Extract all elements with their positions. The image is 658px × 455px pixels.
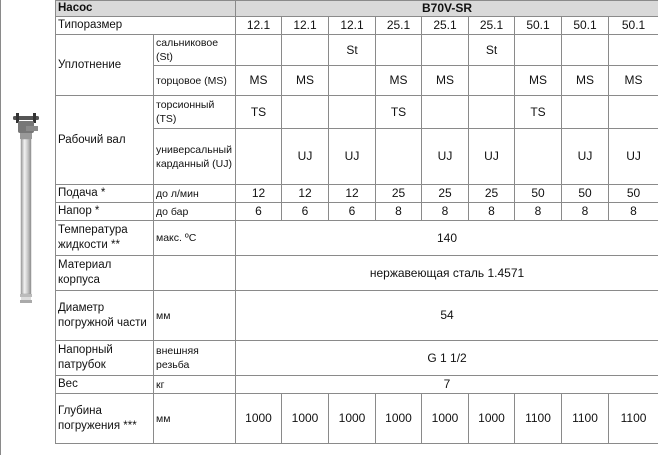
flow-value: 25: [376, 185, 422, 203]
shaft-universal-value: UJ: [329, 129, 376, 185]
material-unit: [154, 256, 236, 291]
flow-value: 12: [236, 185, 282, 203]
seal-gland-value: [236, 35, 282, 66]
shaft-universal-value: [236, 129, 282, 185]
material-row: [56, 256, 658, 291]
seal-gland-value: [422, 35, 469, 66]
flow-unit: до л/мин: [154, 185, 236, 203]
pressure-row: [56, 203, 658, 221]
depth-unit: мм: [154, 394, 236, 444]
flow-value: 25: [422, 185, 469, 203]
weight-value: 7: [236, 376, 658, 394]
depth-value: 1000: [282, 394, 329, 444]
depth-value: 1100: [609, 394, 658, 444]
diameter-row: [56, 291, 658, 341]
seal-label: Уплотнение: [56, 35, 154, 96]
depth-value: 1100: [515, 394, 562, 444]
shaft-torsion-value: [329, 96, 376, 129]
diameter-unit: мм: [154, 291, 236, 341]
flow-value: 12: [329, 185, 376, 203]
size-value: 50.1: [609, 17, 658, 35]
shaft-torsion-value: [469, 96, 515, 129]
weight-row: [56, 376, 658, 394]
shaft-universal-value: [515, 129, 562, 185]
seal-mechanical-value: [469, 66, 515, 96]
outlet-label: Напорный патрубок: [56, 341, 154, 376]
pressure-value: 8: [609, 203, 658, 221]
size-value: 25.1: [376, 17, 422, 35]
header-row: [56, 1, 658, 17]
pressure-value: 8: [562, 203, 609, 221]
flow-value: 50: [609, 185, 658, 203]
pressure-value: 8: [515, 203, 562, 221]
pressure-label: Напор *: [56, 203, 154, 221]
seal-gland-value: [282, 35, 329, 66]
shaft-torsion-value: [562, 96, 609, 129]
weight-label: Вес: [56, 376, 154, 394]
seal-mechanical-value: MS: [282, 66, 329, 96]
seal-gland-value: [562, 35, 609, 66]
outlet-value: G 1 1/2: [236, 341, 658, 376]
seal-gland-row: [56, 35, 658, 66]
shaft-torsion-value: [609, 96, 658, 129]
pump-label: Насос: [56, 1, 236, 17]
shaft-universal-value: UJ: [469, 129, 515, 185]
seal-gland-value: St: [469, 35, 515, 66]
shaft-torsion-row: [56, 96, 658, 129]
temperature-row: [56, 221, 658, 256]
seal-mechanical-value: MS: [515, 66, 562, 96]
pressure-value: 8: [469, 203, 515, 221]
pressure-value: 6: [329, 203, 376, 221]
seal-mechanical-value: MS: [422, 66, 469, 96]
flow-value: 25: [469, 185, 515, 203]
pressure-value: 8: [422, 203, 469, 221]
depth-value: 1100: [562, 394, 609, 444]
seal-mechanical-value: MS: [609, 66, 658, 96]
flow-value: 50: [515, 185, 562, 203]
flow-value: 12: [282, 185, 329, 203]
shaft-universal-value: UJ: [562, 129, 609, 185]
diameter-value: 54: [236, 291, 658, 341]
shaft-label: Рабочий вал: [56, 96, 154, 185]
seal-mechanical-label: торцовое (MS): [154, 66, 236, 96]
spec-table: [55, 0, 658, 444]
shaft-universal-label: универсальный карданный (UJ): [154, 129, 236, 185]
size-value: 12.1: [329, 17, 376, 35]
depth-value: 1000: [422, 394, 469, 444]
shaft-universal-value: UJ: [422, 129, 469, 185]
shaft-torsion-value: [422, 96, 469, 129]
diameter-label: Диаметр погружной части: [56, 291, 154, 341]
depth-label: Глубина погружения ***: [56, 394, 154, 444]
pressure-value: 8: [376, 203, 422, 221]
weight-unit: кг: [154, 376, 236, 394]
temperature-value: 140: [236, 221, 658, 256]
seal-gland-value: [376, 35, 422, 66]
shaft-torsion-value: TS: [376, 96, 422, 129]
depth-value: 1000: [329, 394, 376, 444]
depth-value: 1000: [376, 394, 422, 444]
seal-gland-value: St: [329, 35, 376, 66]
pressure-unit: до бар: [154, 203, 236, 221]
temperature-label: Температура жидкости **: [56, 221, 154, 256]
size-label: Типоразмер: [56, 17, 236, 35]
seal-gland-value: [609, 35, 658, 66]
pressure-value: 6: [236, 203, 282, 221]
shaft-torsion-value: TS: [236, 96, 282, 129]
outlet-row: [56, 341, 658, 376]
size-value: 50.1: [515, 17, 562, 35]
size-value: 12.1: [236, 17, 282, 35]
depth-row: [56, 394, 658, 444]
temperature-unit: макс. ºC: [154, 221, 236, 256]
pump-image: [0, 0, 55, 455]
outlet-unit: внешняя резьба: [154, 341, 236, 376]
seal-mechanical-value: MS: [236, 66, 282, 96]
size-value: 25.1: [422, 17, 469, 35]
seal-mechanical-value: MS: [376, 66, 422, 96]
shaft-torsion-value: TS: [515, 96, 562, 129]
material-label: Материал корпуса: [56, 256, 154, 291]
depth-value: 1000: [469, 394, 515, 444]
size-value: 50.1: [562, 17, 609, 35]
flow-label: Подача *: [56, 185, 154, 203]
shaft-universal-value: [376, 129, 422, 185]
shaft-torsion-label: торсионный (TS): [154, 96, 236, 129]
seal-gland-label: сальниковое (St): [154, 35, 236, 66]
seal-gland-value: [515, 35, 562, 66]
size-value: 25.1: [469, 17, 515, 35]
flow-value: 50: [562, 185, 609, 203]
pressure-value: 6: [282, 203, 329, 221]
shaft-universal-value: UJ: [282, 129, 329, 185]
size-row: [56, 17, 658, 35]
size-value: 12.1: [282, 17, 329, 35]
seal-mechanical-value: MS: [562, 66, 609, 96]
shaft-torsion-value: [282, 96, 329, 129]
flow-row: [56, 185, 658, 203]
depth-value: 1000: [236, 394, 282, 444]
material-value: нержавеющая сталь 1.4571: [236, 256, 658, 291]
seal-mechanical-value: [329, 66, 376, 96]
model-name: B70V-SR: [236, 1, 658, 17]
shaft-universal-value: UJ: [609, 129, 658, 185]
